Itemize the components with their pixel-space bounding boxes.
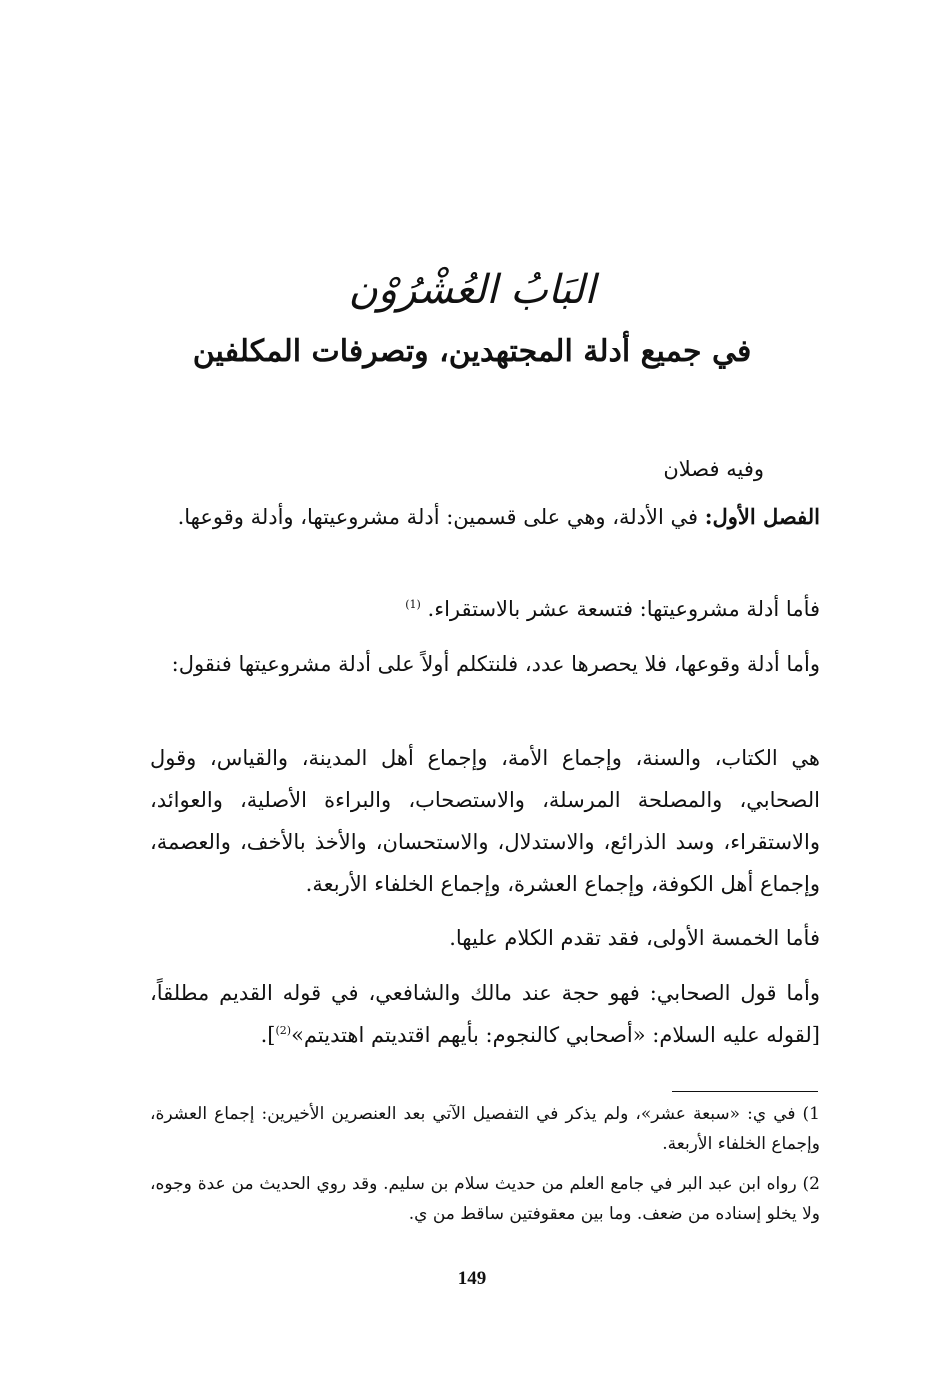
- footnote-1: [150, 1099, 820, 1159]
- paragraph-text: وأما قول الصحابي: فهو حجة عند مالك والشافعي، في قوله القديم مطلقاً، [لقوله عليه السلام: «أصحابي كالنجوم: بأيهم اقتديتم اهتديتم»: [150, 981, 820, 1047]
- footnote-2: [150, 1169, 820, 1229]
- footnote-text: في ي: «سبعة عشر»، ولم يذكر في التفصيل الآتي بعد العنصرين الأخيرين: إجماع العشرة، وإجماع الخلفاء الأربعة.: [150, 1104, 820, 1154]
- paragraph-legitimacy-evidence: [150, 588, 820, 630]
- paragraph-first-five: فأما الخمسة الأولى، فقد تقدم الكلام عليها.: [449, 926, 820, 950]
- paragraph-text: فأما أدلة مشروعيتها: فتسعة عشر بالاستقراء.: [427, 597, 820, 621]
- footnote-ref-2: (2): [275, 1024, 292, 1037]
- chapter-title: البَابُ العُشْرُوْن: [348, 267, 596, 313]
- paragraph-occurrence-evidence: وأما أدلة وقوعها، فلا يحصرها عدد، فلنتكلم أولاً على أدلة مشروعيتها فنقول:: [171, 652, 820, 676]
- footnote-number: 1): [802, 1104, 820, 1124]
- page-number: 149: [457, 1268, 487, 1289]
- chapter-subtitle: في جميع أدلة المجتهدين، وتصرفات المكلفين: [192, 334, 752, 369]
- footnote-divider: [672, 1091, 818, 1092]
- section-label: الفصل الأول:: [704, 504, 820, 529]
- paragraph-evidence-list: هي الكتاب، والسنة، وإجماع الأمة، وإجماع أهل المدينة، والقياس، وقول الصحابي، والمصلحة المرسلة، والاستصحاب، والبراءة الأصلية، والعوائد، والاستقراء، وسد الذرائع، والاستدلال، والاستحسان، والأخذ بالأخف، والعصمة، وإجماع أهل الكوفة، وإجماع العشرة، وإجماع الخلفاء الأربعة.: [150, 746, 820, 896]
- paragraph-text-end: ].: [260, 1023, 276, 1047]
- paragraph-companion-saying: [150, 972, 820, 1056]
- paragraph-first-chapter: [150, 496, 820, 538]
- footnote-ref-1: (1): [405, 598, 421, 611]
- intro-line: وفيه فصلان: [663, 457, 764, 481]
- paragraph-text: في الأدلة، وهي على قسمين: أدلة مشروعيتها، وأدلة وقوعها.: [177, 505, 705, 529]
- footnote-number: 2): [802, 1174, 820, 1194]
- footnote-text: رواه ابن عبد البر في جامع العلم من حديث سلام بن سليم. وقد روي الحديث من عدة وجوه، ولا يخلو إسناده من ضعف. وما بين معقوفتين ساقط من ي.: [150, 1174, 820, 1224]
